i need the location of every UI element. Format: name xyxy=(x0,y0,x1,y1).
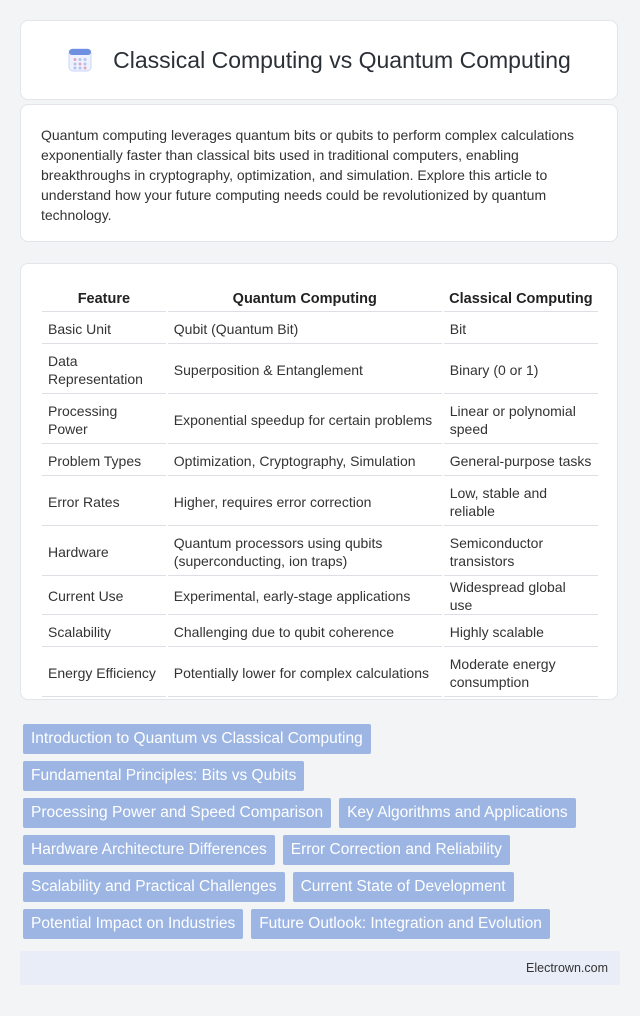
table-cell: Error Rates xyxy=(42,478,166,526)
footer-site-link[interactable]: Electrown.com xyxy=(526,961,608,975)
table-cell: Problem Types xyxy=(42,446,166,476)
column-header: Feature xyxy=(42,286,166,312)
topic-tag[interactable]: Future Outlook: Integration and Evolution xyxy=(251,909,550,939)
table-cell: Potentially lower for complex calculations xyxy=(168,649,442,697)
topic-tags xyxy=(23,724,613,946)
topic-tag[interactable]: Key Algorithms and Applications xyxy=(339,798,576,828)
table-header-row xyxy=(42,286,598,312)
table-cell: Scalability xyxy=(42,617,166,647)
column-header: Quantum Computing xyxy=(168,286,442,312)
table-cell: Semiconductor transistors xyxy=(444,528,598,576)
topic-tag[interactable]: Introduction to Quantum vs Classical Computing xyxy=(23,724,371,754)
table-row xyxy=(42,396,598,444)
table-cell: Current Use xyxy=(42,578,166,615)
table-cell: Bit xyxy=(444,314,598,344)
topic-tag[interactable]: Error Correction and Reliability xyxy=(283,835,510,865)
table-cell: Experimental, early-stage applications xyxy=(168,578,442,615)
table-cell: Hardware xyxy=(42,528,166,576)
table-cell: General-purpose tasks xyxy=(444,446,598,476)
table-row xyxy=(42,578,598,615)
table-cell: Energy Efficiency xyxy=(42,649,166,697)
table-cell: Data Representation xyxy=(42,346,166,394)
table-cell: Exponential speedup for certain problems xyxy=(168,396,442,444)
page-title: Classical Computing vs Quantum Computing xyxy=(113,46,571,73)
table-cell: Linear or polynomial speed xyxy=(444,396,598,444)
table-cell: Optimization, Cryptography, Simulation xyxy=(168,446,442,476)
table-cell: Low, stable and reliable xyxy=(444,478,598,526)
title-card xyxy=(20,20,618,100)
table-row xyxy=(42,478,598,526)
topic-tag[interactable]: Hardware Architecture Differences xyxy=(23,835,275,865)
table-cell: Basic Unit xyxy=(42,314,166,344)
table-cell: Binary (0 or 1) xyxy=(444,346,598,394)
table-row xyxy=(42,446,598,476)
table-cell: Widespread global use xyxy=(444,578,598,615)
comparison-table xyxy=(40,284,600,699)
table-cell: Qubit (Quantum Bit) xyxy=(168,314,442,344)
table-cell: Superposition & Entanglement xyxy=(168,346,442,394)
topic-tag[interactable]: Potential Impact on Industries xyxy=(23,909,243,939)
comparison-table-card xyxy=(20,263,618,700)
table-row xyxy=(42,528,598,576)
table-row xyxy=(42,649,598,697)
table-row xyxy=(42,346,598,394)
column-header: Classical Computing xyxy=(444,286,598,312)
table-cell: Higher, requires error correction xyxy=(168,478,442,526)
table-cell: Challenging due to qubit coherence xyxy=(168,617,442,647)
topic-tag[interactable]: Scalability and Practical Challenges xyxy=(23,872,285,902)
table-cell: Processing Power xyxy=(42,396,166,444)
table-grid-icon xyxy=(67,47,93,73)
table-cell: Highly scalable xyxy=(444,617,598,647)
intro-card xyxy=(20,104,618,242)
table-cell: Moderate energy consumption xyxy=(444,649,598,697)
table-cell: Quantum processors using qubits (superconducting, ion traps) xyxy=(168,528,442,576)
footer xyxy=(20,951,620,985)
intro-text: Quantum computing leverages quantum bits or qubits to perform complex calculations exponentially faster than classical bits used in traditional computers, enabling breakthroughs in cryptography, optimization, and simulation. Explore this article to understand how your future computing needs could be revolutionized by quantum technology. xyxy=(41,127,575,223)
table-row xyxy=(42,617,598,647)
topic-tag[interactable]: Processing Power and Speed Comparison xyxy=(23,798,331,828)
table-row xyxy=(42,314,598,344)
topic-tag[interactable]: Fundamental Principles: Bits vs Qubits xyxy=(23,761,304,791)
topic-tag[interactable]: Current State of Development xyxy=(293,872,514,902)
